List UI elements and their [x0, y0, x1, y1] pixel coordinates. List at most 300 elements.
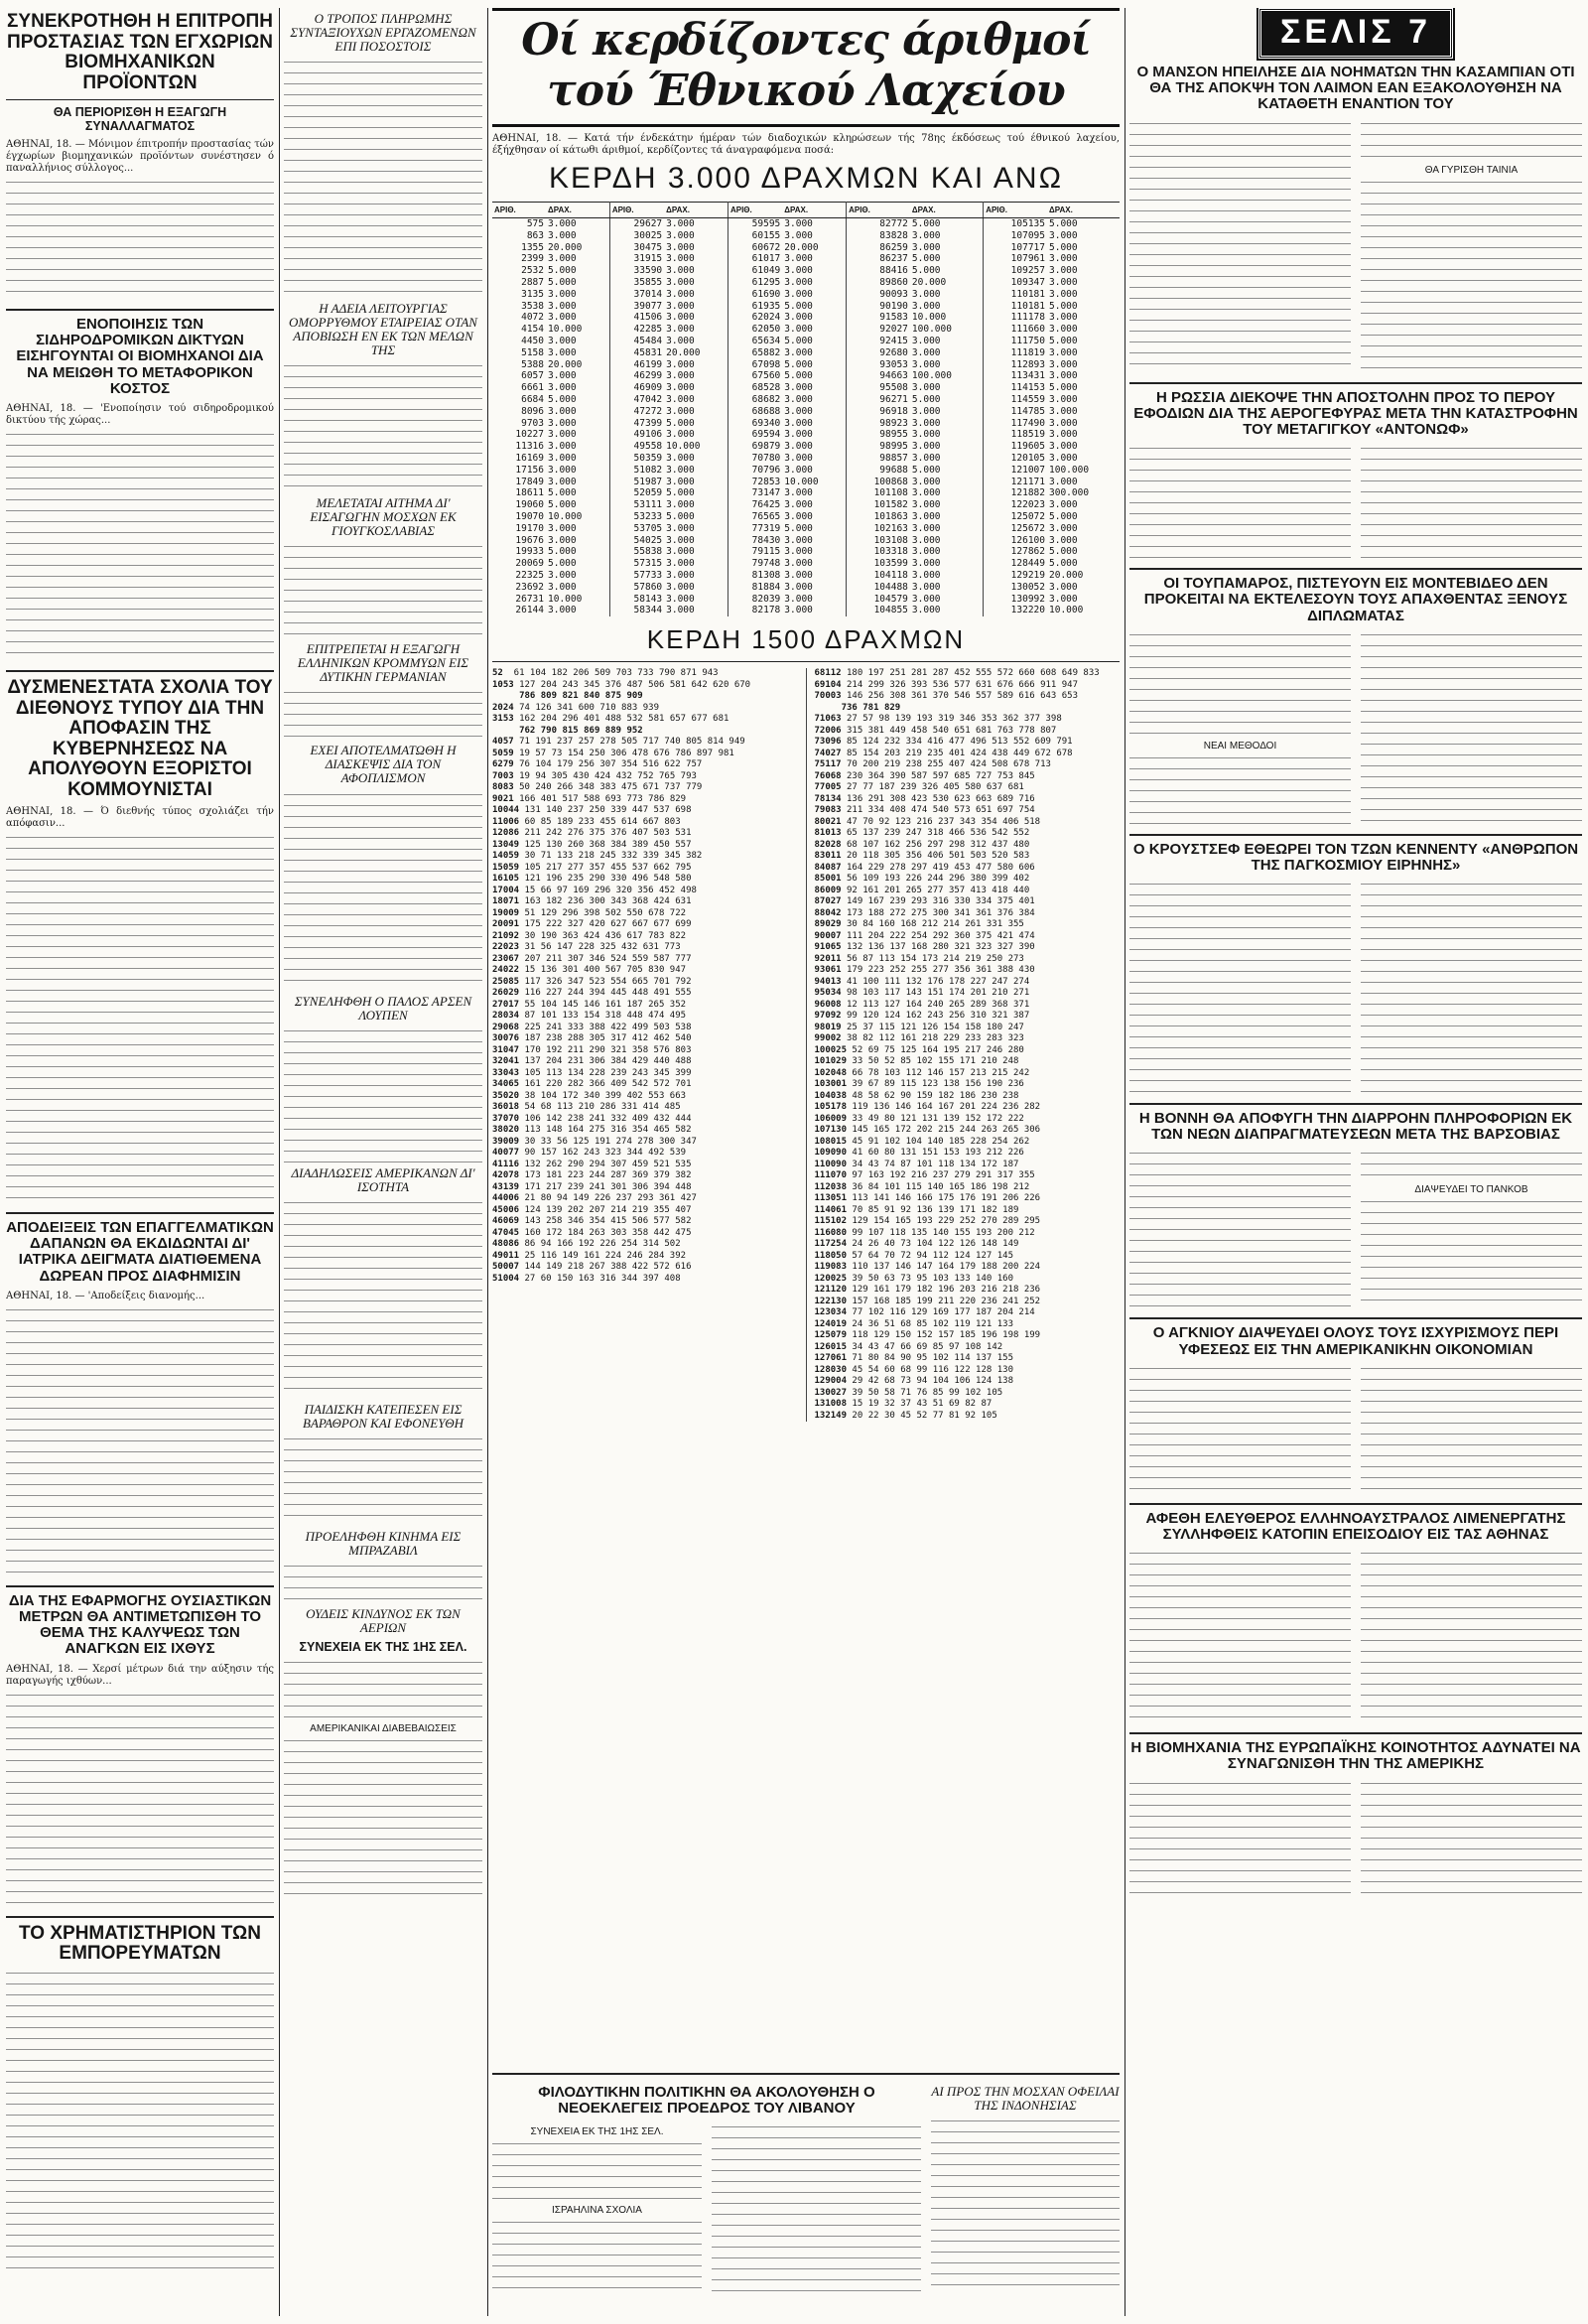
ticket-number: 9703 [521, 417, 544, 429]
prize-amount: 5.000 [664, 418, 728, 430]
ticket-number: 132220 [1010, 605, 1045, 616]
prize-amount: 3.000 [1049, 253, 1078, 265]
number-row: 128030 45 54 60 68 99 116 122 128 130 [814, 1364, 1013, 1375]
number-row: 33043 105 113 134 228 239 243 345 399 [492, 1067, 692, 1078]
ticket-number: 121882 [1010, 487, 1045, 499]
ticket-number: 45831 [633, 346, 663, 358]
number-row: 117254 24 26 40 73 104 122 126 148 149 [814, 1239, 1019, 1250]
body-text [1361, 882, 1582, 1095]
table-row [492, 218, 1120, 230]
ticket-number: 65634 [751, 335, 781, 346]
lottery-list-a [492, 668, 798, 1422]
page-number-badge: ΣΕΛΙΣ 7 [1258, 8, 1453, 59]
number-row: 72006 315 381 449 458 540 651 681 763 778 807 [814, 725, 1057, 736]
number-row: 41116 132 262 290 294 307 459 521 535 [492, 1159, 692, 1169]
ticket-number: 67098 [751, 358, 781, 370]
body-text [1129, 755, 1351, 825]
number-row: 123034 77 102 116 129 169 177 187 204 214 [814, 1307, 1035, 1318]
headline: Ο ΑΓΚΝΙΟΥ ΔΙΑΨΕΥΔΕΙ ΟΛΟΥΣ ΤΟΥΣ ΙΣΧΥΡΙΣΜΟΥΣ ΠΕΡΙ ΥΦΕΣΕΩΣ ΕΙΣ ΤΗΝ ΑΜΕΡΙΚΑΝΙΚΗΝ ΟΙΚΟΝΟΜΙΑΝ [1152, 1324, 1559, 1358]
lottery-masthead: Οί κερδίζοντες άριθμοί τού Έθνικού Λαχείου [492, 8, 1120, 127]
ticket-number: 65882 [751, 346, 781, 358]
ticket-number: 19170 [515, 522, 544, 534]
ticket-number: 104579 [873, 593, 908, 605]
number-row: 111070 97 163 192 216 237 279 291 317 355 [814, 1170, 1035, 1181]
ticket-number: 103108 [873, 534, 908, 546]
ticket-number: 101863 [873, 510, 908, 522]
ticket-number: 46299 [633, 370, 663, 382]
table-row [492, 324, 1120, 336]
number-row: 32041 137 204 231 306 384 429 440 488 [492, 1056, 692, 1067]
table-row [492, 535, 1120, 547]
number-row: 17004 15 66 97 169 296 320 356 452 498 [492, 885, 697, 895]
ticket-number: 6057 [521, 370, 544, 382]
prize-amount: 3.000 [782, 418, 846, 430]
ticket-number: 125072 [1010, 510, 1045, 522]
prize-amount: 3.000 [546, 253, 609, 265]
table-row [492, 370, 1120, 382]
table-row [492, 582, 1120, 594]
ticket-number: 90093 [879, 288, 908, 300]
ticket-number: 30025 [633, 229, 663, 241]
body-text [1361, 1151, 1582, 1180]
number-row: 762 790 815 869 889 952 [492, 725, 643, 736]
prize-amount: 3.000 [664, 558, 728, 570]
prize-amount: 3.000 [782, 394, 846, 406]
prize-amount: 3.000 [664, 465, 728, 477]
ticket-number: 17849 [515, 476, 544, 487]
ticket-number: 19060 [515, 499, 544, 511]
number-row: 786 809 821 840 875 909 [492, 691, 643, 702]
ticket-number: 73147 [751, 487, 781, 499]
prize-amount: 3.000 [664, 265, 728, 277]
prize-amount: 3.000 [910, 359, 984, 371]
ticket-number: 99688 [879, 464, 908, 476]
column-2 [284, 8, 482, 2316]
prize-amount: 3.000 [910, 301, 984, 313]
ticket-number: 57860 [633, 581, 663, 593]
prize-amount: 3.000 [782, 324, 846, 336]
column-header-number: ΑΡΙΘ. [984, 203, 1047, 218]
section-label: ΝΕΑΙ ΜΕΘΟΔΟΙ [1203, 740, 1277, 752]
bottom-center [492, 2067, 1120, 2316]
table-row [492, 487, 1120, 499]
prize-amount: 3.000 [1049, 229, 1078, 241]
prize-amount: 3.000 [664, 546, 728, 558]
prize-amount: 100.000 [910, 370, 984, 382]
number-row: 30076 187 238 288 305 317 412 462 540 [492, 1033, 692, 1044]
number-row: 113051 113 141 146 166 175 176 191 206 226 [814, 1193, 1041, 1204]
number-row: 44006 21 80 94 149 226 237 293 361 427 [492, 1193, 697, 1204]
number-row: 104038 48 58 62 90 159 182 186 230 238 [814, 1090, 1019, 1101]
article-lede: ΑΘΗΝΑΙ, 18. — Μόνιμον έπιτροπήν προστασίας τών έγχωρίων βιομηχανικών προϊόντων συνέστησεν ό παναλλήνιος σύλλογος... [6, 139, 274, 175]
ticket-number: 1355 [521, 241, 544, 253]
number-row: 25085 117 326 347 523 554 665 701 792 [492, 976, 692, 987]
prize-amount: 10.000 [546, 511, 609, 523]
ticket-number: 2532 [521, 265, 544, 277]
table-row [492, 265, 1120, 277]
prize-amount: 3.000 [910, 347, 984, 359]
prize-amount: 3.000 [664, 582, 728, 594]
headline: ΕΠΙΤΡΕΠΕΤΑΙ Η ΕΞΑΓΩΓΗ ΕΛΛΗΝΙΚΩΝ ΚΡΟΜΜΥΩΝ ΕΙΣ ΔΥΤΙΚΗΝ ΓΕΡΜΑΝΙΑΝ [297, 641, 469, 685]
ticket-number: 41506 [633, 312, 663, 324]
ticket-number: 89860 [879, 276, 908, 288]
prize-amount: 5.000 [782, 370, 846, 382]
prize-amount: 3.000 [664, 382, 728, 394]
prize-amount: 3.000 [782, 289, 846, 301]
prize-amount: 3.000 [782, 582, 846, 594]
ticket-number: 114153 [1010, 382, 1045, 394]
body-text [6, 180, 274, 299]
prize-amount: 10.000 [782, 477, 846, 488]
prize-amount: 3.000 [1049, 534, 1078, 546]
table-row [492, 253, 1120, 265]
ticket-number: 126100 [1010, 534, 1045, 546]
number-row: 115102 129 154 165 193 229 252 270 289 295 [814, 1216, 1041, 1227]
table-row [492, 605, 1120, 616]
ticket-number: 88416 [879, 265, 908, 277]
prize-amount: 3.000 [1049, 346, 1078, 358]
ticket-number: 49558 [633, 441, 663, 453]
ticket-number: 45484 [633, 335, 663, 346]
table-row [492, 594, 1120, 606]
section-label: ΣΥΝΕΧΕΙΑ ΕΚ ΤΗΣ 1ΗΣ ΣΕΛ. [530, 2126, 664, 2138]
ticket-number: 16169 [515, 452, 544, 464]
ticket-number: 111750 [1010, 335, 1045, 346]
number-row: 50007 144 149 218 267 388 422 572 616 [492, 1262, 692, 1273]
ticket-number: 121007 [1010, 464, 1045, 476]
ticket-number: 46909 [633, 382, 663, 394]
headline: ΟΙ ΤΟΥΠΑΜΑΡΟΣ, ΠΙΣΤΕΥΟΥΝ ΕΙΣ ΜΟΝΤΕΒΙΔΕΟ ΔΕΝ ΠΡΟΚΕΙΤΑΙ ΝΑ ΕΚΤΕΛΕΣΟΥΝ ΤΟΥΣ ΑΠΑΧΘΕΝΤΑΣ ΞΕΝΟΥΣ ΔΙΠΛΩΜΑΤΑΣ [1143, 575, 1568, 624]
prize-amount: 10.000 [1049, 605, 1084, 616]
prize-amount: 3.000 [664, 277, 728, 289]
column-1 [6, 8, 274, 2316]
ticket-number: 76565 [751, 510, 781, 522]
ticket-number: 113431 [1010, 370, 1045, 382]
prize-amount: 3.000 [782, 558, 846, 570]
number-row: 93061 179 223 252 255 277 356 361 388 430 [814, 965, 1035, 976]
ticket-number: 130052 [1010, 581, 1045, 593]
ticket-number: 5158 [521, 346, 544, 358]
prize-amount: 3.000 [910, 511, 984, 523]
number-row: 112038 36 84 101 115 140 165 186 198 212 [814, 1181, 1030, 1192]
ticket-number: 120105 [1010, 452, 1045, 464]
number-row: 36018 54 68 113 210 286 331 414 485 [492, 1102, 681, 1113]
ticket-number: 79748 [751, 558, 781, 570]
number-row: 75117 70 200 219 238 255 407 424 508 678 713 [814, 759, 1051, 770]
body-text [1129, 1366, 1351, 1495]
prize-amount: 10.000 [664, 441, 728, 453]
ticket-number: 109347 [1010, 276, 1045, 288]
article [6, 678, 274, 1202]
number-row: 11006 60 85 189 233 455 614 667 803 [492, 816, 681, 827]
ticket-number: 23692 [515, 581, 544, 593]
ticket-number: 128449 [1010, 558, 1045, 570]
prize-amount: 3.000 [664, 312, 728, 324]
prize-amount: 5.000 [1049, 382, 1078, 394]
ticket-number: 33590 [633, 265, 663, 277]
table-row [492, 336, 1120, 347]
body-text [284, 690, 482, 740]
prize-amount: 10.000 [546, 324, 609, 336]
ticket-number: 69879 [751, 441, 781, 453]
number-row: 15059 105 217 277 357 455 537 662 795 [492, 862, 692, 873]
headline: Η ΒΟΝΝΗ ΘΑ ΑΠΟΦΥΓΗ ΤΗΝ ΔΙΑΡΡΟΗΝ ΠΛΗΡΟΦΟΡΙΩΝ ΕΚ ΤΩΝ ΝΕΩΝ ΔΙΑΠΡΑΓΜΑΤΕΥΣΕΩΝ ΜΕΤΑ ΤΗΣ ΒΑΡΣΟΒΙΑΣ [1138, 1110, 1573, 1144]
ticket-number: 35855 [633, 276, 663, 288]
number-row: 46069 143 258 346 354 415 506 577 582 [492, 1216, 692, 1227]
body-text [284, 60, 482, 298]
ticket-number: 4154 [521, 324, 544, 336]
body-text [931, 2119, 1120, 2287]
section-label: ΙΣΡΑΗΛΙΝΑ ΣΧΟΛΙΑ [552, 2205, 642, 2217]
prize-amount: 3.000 [782, 406, 846, 418]
body-text [1361, 1781, 1582, 1900]
prize-amount: 3.000 [782, 382, 846, 394]
body-text [6, 432, 274, 660]
number-row: 6279 76 104 179 256 307 354 516 622 757 [492, 759, 703, 770]
ticket-number: 117490 [1010, 417, 1045, 429]
prize-amount: 5.000 [546, 487, 609, 499]
table-row [492, 546, 1120, 558]
prize-amount: 3.000 [910, 336, 984, 347]
body-text [284, 544, 482, 638]
prize-amount: 3.000 [546, 465, 609, 477]
column-header-number: ΑΡΙΘ. [492, 203, 546, 218]
prize-amount: 3.000 [1049, 276, 1078, 288]
body-text [6, 1307, 274, 1575]
body-text [1129, 1781, 1351, 1900]
ticket-number: 78430 [751, 534, 781, 546]
ticket-number: 105135 [1010, 218, 1045, 229]
number-row: 81013 65 137 239 247 318 466 536 542 552 [814, 828, 1030, 839]
number-row: 79083 211 334 408 474 540 573 651 697 754 [814, 805, 1035, 816]
prize-amount: 3.000 [546, 312, 609, 324]
ticket-number: 102163 [873, 522, 908, 534]
prize-amount: 3.000 [546, 218, 609, 230]
prize-amount: 3.000 [546, 582, 609, 594]
prize-amount: 5.000 [910, 218, 984, 230]
ticket-number: 92680 [879, 346, 908, 358]
table-row [492, 441, 1120, 453]
column-header-amount: ΔΡΑΧ. [782, 203, 846, 218]
prize-amount: 3.000 [546, 382, 609, 394]
ticket-number: 19933 [515, 546, 544, 558]
number-row: 20091 175 222 327 420 627 667 677 699 [492, 919, 692, 930]
number-row: 96008 12 113 127 164 240 265 289 368 371 [814, 999, 1030, 1010]
prize-amount: 5.000 [910, 394, 984, 406]
table-row [492, 301, 1120, 313]
ticket-number: 90190 [879, 300, 908, 312]
prize-amount: 3.000 [664, 324, 728, 336]
article-lede: ΑΘΗΝΑΙ, 18. — 'Αποδείξεις διανομής... [6, 1290, 205, 1301]
number-row: 45006 124 139 202 207 214 219 355 407 [492, 1204, 692, 1215]
prize-amount: 5.000 [546, 546, 609, 558]
number-row: 43139 171 217 239 241 301 306 394 448 [492, 1181, 692, 1192]
ticket-number: 10227 [515, 429, 544, 441]
number-row: 19009 51 129 296 398 502 550 678 722 [492, 907, 687, 918]
number-row: 114061 70 85 91 92 136 139 171 182 189 [814, 1204, 1019, 1215]
number-row: 90007 111 204 222 254 292 360 375 421 474 [814, 930, 1035, 941]
number-row: 68112 180 197 251 281 287 452 555 572 660 608 649 833 [814, 668, 1100, 679]
ticket-number: 58143 [633, 593, 663, 605]
prize-amount: 3.000 [910, 487, 984, 499]
ticket-number: 70796 [751, 464, 781, 476]
ticket-number: 70780 [751, 452, 781, 464]
table-row [492, 382, 1120, 394]
headline: ΕΧΕΙ ΑΠΟΤΕΛΜΑΤΩΘΗ Η ΔΙΑΣΚΕΨΙΣ ΔΙΑ ΤΟΝ ΑΦΟΠΛΙΣΜΟΝ [310, 743, 457, 786]
ticket-number: 53233 [633, 510, 663, 522]
headline: ΑΠΟΔΕΙΞΕΙΣ ΤΩΝ ΕΠΑΓΓΕΛΜΑΤΙΚΩΝ ΔΑΠΑΝΩΝ ΘΑ ΕΚΔΙΔΩΝΤΑΙ ΔΙ' ΙΑΤΡΙΚΑ ΔΕΙΓΜΑΤΑ ΔΙΑΤΙΘΕΜΕΝΑ ΔΩΡΕΑΝ ΠΡΟΣ ΔΙΑΦΗΜΙΣΙΝ [6, 1219, 274, 1285]
prize-amount: 3.000 [910, 289, 984, 301]
number-row: 100025 52 69 75 125 164 195 217 246 280 [814, 1044, 1024, 1055]
ticket-number: 83828 [879, 229, 908, 241]
number-row: 2024 74 126 341 600 710 883 939 [492, 702, 659, 713]
prize-amount: 20.000 [1049, 569, 1084, 581]
prize-amount: 3.000 [664, 477, 728, 488]
prize-amount: 10.000 [546, 594, 609, 606]
ticket-number: 95508 [879, 382, 908, 394]
ticket-number: 6684 [521, 393, 544, 405]
number-row: 83011 20 118 305 356 406 501 503 520 583 [814, 851, 1030, 862]
prize-amount: 3.000 [1049, 593, 1078, 605]
prize-amount: 3.000 [782, 605, 846, 616]
ticket-number: 61690 [751, 288, 781, 300]
prize-amount: 3.000 [1049, 429, 1078, 441]
number-row: 736 781 829 [814, 702, 901, 713]
prize-amount: 20.000 [546, 242, 609, 254]
number-row: 80021 47 70 92 123 216 237 343 354 406 518 [814, 816, 1041, 827]
headline: ΣΥΝΕΚΡΟΤΗΘΗ Η ΕΠΙΤΡΟΠΗ ΠΡΟΣΤΑΣΙΑΣ ΤΩΝ ΕΓΧΩΡΙΩΝ ΒΙΟΜΗΧΑΝΙΚΩΝ ΠΡΟΪΟΝΤΩΝ [7, 11, 273, 93]
prize-amount: 3.000 [910, 499, 984, 511]
prize-amount: 3.000 [664, 370, 728, 382]
number-row: 39009 30 33 56 125 191 274 278 300 347 [492, 1136, 697, 1147]
table-row [492, 277, 1120, 289]
ticket-number: 62050 [751, 324, 781, 336]
ticket-number: 98955 [879, 429, 908, 441]
prize-amount: 5.000 [1049, 558, 1078, 570]
article-lede: ΑΘΗΝΑΙ, 18. — Χερσί μέτρων διά την αύξησιν τής παραγωγής ιχθύων... [6, 1663, 274, 1687]
number-row: 86009 92 161 201 265 277 357 413 418 440 [814, 885, 1030, 895]
ticket-number: 11316 [515, 441, 544, 453]
ticket-number: 121171 [1010, 476, 1045, 487]
ticket-number: 79115 [751, 546, 781, 558]
prize-amount: 3.000 [1049, 358, 1078, 370]
prize-amount: 3.000 [910, 477, 984, 488]
ticket-number: 4450 [521, 335, 544, 346]
prize-amount: 3.000 [664, 570, 728, 582]
prize-amount: 3.000 [910, 441, 984, 453]
article-lede: ΑΘΗΝΑΙ, 18. — 'Ενοποίησιν τού σιδηροδρομικού δικτύου τής χώρας... [6, 403, 274, 426]
body-text [712, 2124, 921, 2298]
ticket-number: 118519 [1010, 429, 1045, 441]
number-row: 77005 27 77 187 239 326 405 580 637 681 [814, 782, 1024, 793]
number-row: 12086 211 242 276 375 376 407 503 531 [492, 828, 692, 839]
prize-amount: 5.000 [664, 511, 728, 523]
number-row: 132149 20 22 30 45 52 77 81 92 105 [814, 1410, 997, 1421]
ticket-number: 2887 [521, 276, 544, 288]
prize-amount: 5.000 [546, 277, 609, 289]
ticket-number: 98857 [879, 452, 908, 464]
ticket-number: 61295 [751, 276, 781, 288]
prize-amount: 100.000 [910, 324, 984, 336]
body-text [1361, 180, 1582, 368]
prize-amount: 5.000 [546, 558, 609, 570]
prize-amount: 3.000 [910, 594, 984, 606]
body-text [1129, 121, 1351, 374]
ticket-number: 47272 [633, 405, 663, 417]
prize-amount: 5.000 [1049, 546, 1078, 558]
ticket-number: 111178 [1010, 312, 1045, 324]
number-row: 42078 173 181 223 244 287 369 379 382 [492, 1170, 692, 1181]
ticket-number: 101582 [873, 499, 908, 511]
body-text [1129, 446, 1351, 560]
prize-amount: 3.000 [782, 465, 846, 477]
number-row: 52 61 104 182 206 509 703 733 790 871 943 [492, 668, 719, 679]
prize-amount: 3.000 [910, 429, 984, 441]
table-row [492, 289, 1120, 301]
number-row: 26029 116 227 244 394 445 448 491 555 [492, 988, 692, 999]
prize-amount: 5.000 [910, 465, 984, 477]
number-row: 9021 166 401 517 588 693 773 786 829 [492, 793, 687, 804]
ticket-number: 127862 [1010, 546, 1045, 558]
table-row [492, 394, 1120, 406]
table-row [492, 359, 1120, 371]
prize-amount: 3.000 [782, 546, 846, 558]
prize-amount: 3.000 [910, 406, 984, 418]
number-row: 16105 121 196 235 290 330 496 548 580 [492, 874, 692, 885]
ticket-number: 81884 [751, 581, 781, 593]
table-row [492, 429, 1120, 441]
prize-amount: 3.000 [1049, 452, 1078, 464]
ticket-number: 18611 [515, 487, 544, 499]
table-row [492, 558, 1120, 570]
prize-amount: 3.000 [910, 570, 984, 582]
prize-amount: 5.000 [910, 253, 984, 265]
prize-amount: 5.000 [1049, 241, 1078, 253]
number-row: 51004 27 60 150 163 316 344 397 408 [492, 1273, 681, 1284]
prize-amount: 3.000 [1049, 288, 1078, 300]
headline: Η ΒΙΟΜΗΧΑΝΙΑ ΤΗΣ ΕΥΡΩΠΑΪΚΗΣ ΚΟΙΝΟΤΗΤΟΣ ΑΔΥΝΑΤΕΙ ΝΑ ΣΥΝΑΓΩΝΙΣΘΗ ΤΗΝ ΤΗΣ ΑΜΕΡΙΚΗΣ [1130, 1739, 1581, 1773]
ticket-number: 47042 [633, 393, 663, 405]
prize-amount: 20.000 [546, 359, 609, 371]
article [6, 1593, 274, 1906]
ticket-number: 57733 [633, 569, 663, 581]
prize-amount: 3.000 [1049, 312, 1078, 324]
prize-amount: 3.000 [910, 382, 984, 394]
prize-amount: 3.000 [782, 429, 846, 441]
prize-amount: 3.000 [546, 230, 609, 242]
number-row: 48086 86 94 166 192 226 254 314 502 [492, 1239, 681, 1250]
ticket-number: 51082 [633, 464, 663, 476]
headline: Ο ΚΡΟΥΣΤΣΕΦ ΕΘΕΩΡΕΙ ΤΟΝ ΤΖΩΝ ΚΕΝΝΕΝΤΥ «ΑΝΘΡΩΠΟΝ ΤΗΣ ΠΑΓΚΟΣΜΙΟΥ ΕΙΡΗΝΗΣ» [1132, 840, 1579, 874]
column-header-number: ΑΡΙΘ. [728, 203, 782, 218]
lottery-table [492, 202, 1120, 616]
prize-amount: 3.000 [664, 429, 728, 441]
prize-amount: 3.000 [664, 605, 728, 616]
prize-amount: 3.000 [664, 289, 728, 301]
ticket-number: 863 [526, 229, 544, 241]
body-text [1361, 632, 1582, 826]
ticket-number: 91583 [879, 312, 908, 324]
number-row: 38020 113 148 164 275 316 354 465 582 [492, 1125, 692, 1136]
ticket-number: 129219 [1010, 569, 1045, 581]
number-row: 29068 225 241 333 388 422 499 503 538 [492, 1022, 692, 1032]
prize-amount: 3.000 [910, 523, 984, 535]
lottery-subhead-1500: ΚΕΡΔΗ 1500 ΔΡΑΧΜΩΝ [646, 624, 966, 655]
number-row: 22023 31 56 147 228 325 432 631 773 [492, 942, 681, 953]
prize-amount: 5.000 [782, 359, 846, 371]
ticket-number: 50359 [633, 452, 663, 464]
headline: ΑΦΕΘΗ ΕΛΕΥΘΕΡΟΣ ΕΛΛΗΝΟΑΥΣΤΡΑΛΟΣ ΛΙΜΕΝΕΡΓΑΤΗΣ ΣΥΛΛΗΦΘΕΙΣ ΚΑΤΟΠΙΝ ΕΠΕΙΣΟΔΙΟΥ ΕΙΣ ΤΑΣ ΑΘΗΝΑΣ [1145, 1509, 1566, 1543]
